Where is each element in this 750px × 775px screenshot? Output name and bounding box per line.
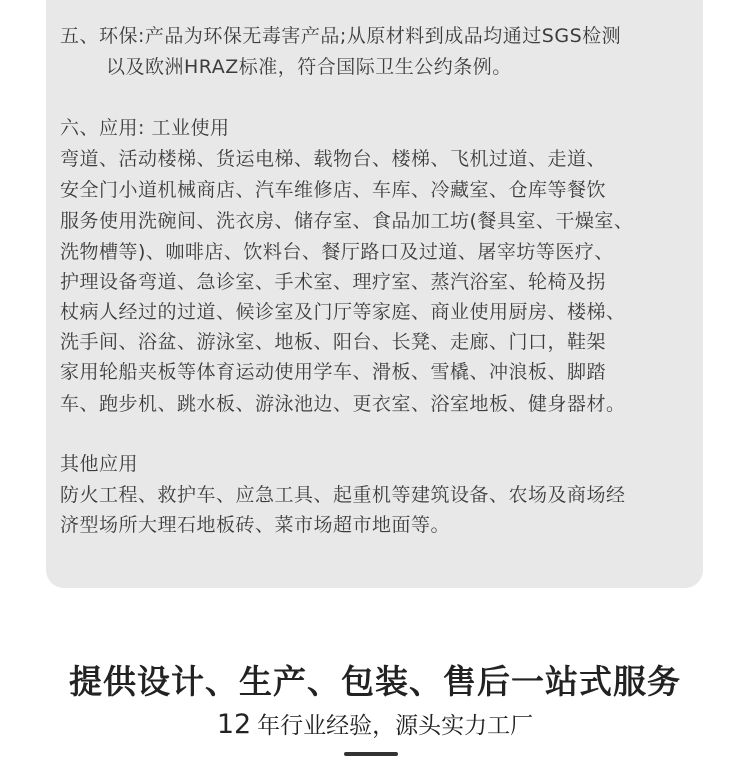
section5-line2: 以及欧洲HRAZ标准，符合国际卫生公约条例。 [106, 56, 512, 78]
heading-underline [344, 752, 398, 756]
other-title: 其他应用 [60, 453, 139, 475]
other-line: 防火工程、救护车、应急工具、起重机等建筑设备、农场及商场经 [60, 484, 626, 506]
section6-line: 杖病人经过的过道、候诊室及门厅等家庭、商业使用厨房、楼梯、 [60, 301, 626, 323]
experience-subline [0, 707, 750, 740]
section6-line: 安全门小道机械商店、汽车维修店、车库、冷藏室、仓库等餐饮 [60, 179, 607, 201]
section6-title: 六、应用: 工业使用 [60, 117, 230, 139]
service-headline: 提供设计、生产、包装、售后一站式服务 [69, 662, 681, 701]
section6-line: 洗手间、浴盆、游泳室、地板、阳台、长凳、走廊、门口，鞋架 [60, 331, 607, 353]
section6-line: 服务使用洗碗间、洗衣房、储存室、食品加工坊(餐具室、干燥室、 [60, 210, 634, 232]
section6-line: 洗物槽等)、咖啡店、饮料台、餐厅路口及过道、屠宰坊等医疗、 [60, 241, 614, 263]
section6-line: 家用轮船夹板等体育运动使用学车、滑板、雪橇、冲浪板、脚踏 [60, 361, 607, 383]
section6-line: 车、跑步机、跳水板、游泳池边、更衣室、浴室地板、健身器材。 [60, 393, 626, 415]
other-line: 济型场所大理石地板砖、菜市场超市地面等。 [60, 514, 451, 536]
section5-line1: 五、环保:产品为环保无毒害产品;从原材料到成品均通过SGS检测 [60, 25, 622, 47]
section6-line: 弯道、活动楼梯、货运电梯、载物台、楼梯、飞机过道、走道、 [60, 148, 607, 170]
years-number: 12 [216, 709, 252, 740]
experience-text: 年行业经验，源头实力工厂 [257, 713, 534, 739]
section6-line: 护理设备弯道、急诊室、手术室、理疗室、蒸汽浴室、轮椅及拐 [60, 271, 607, 293]
